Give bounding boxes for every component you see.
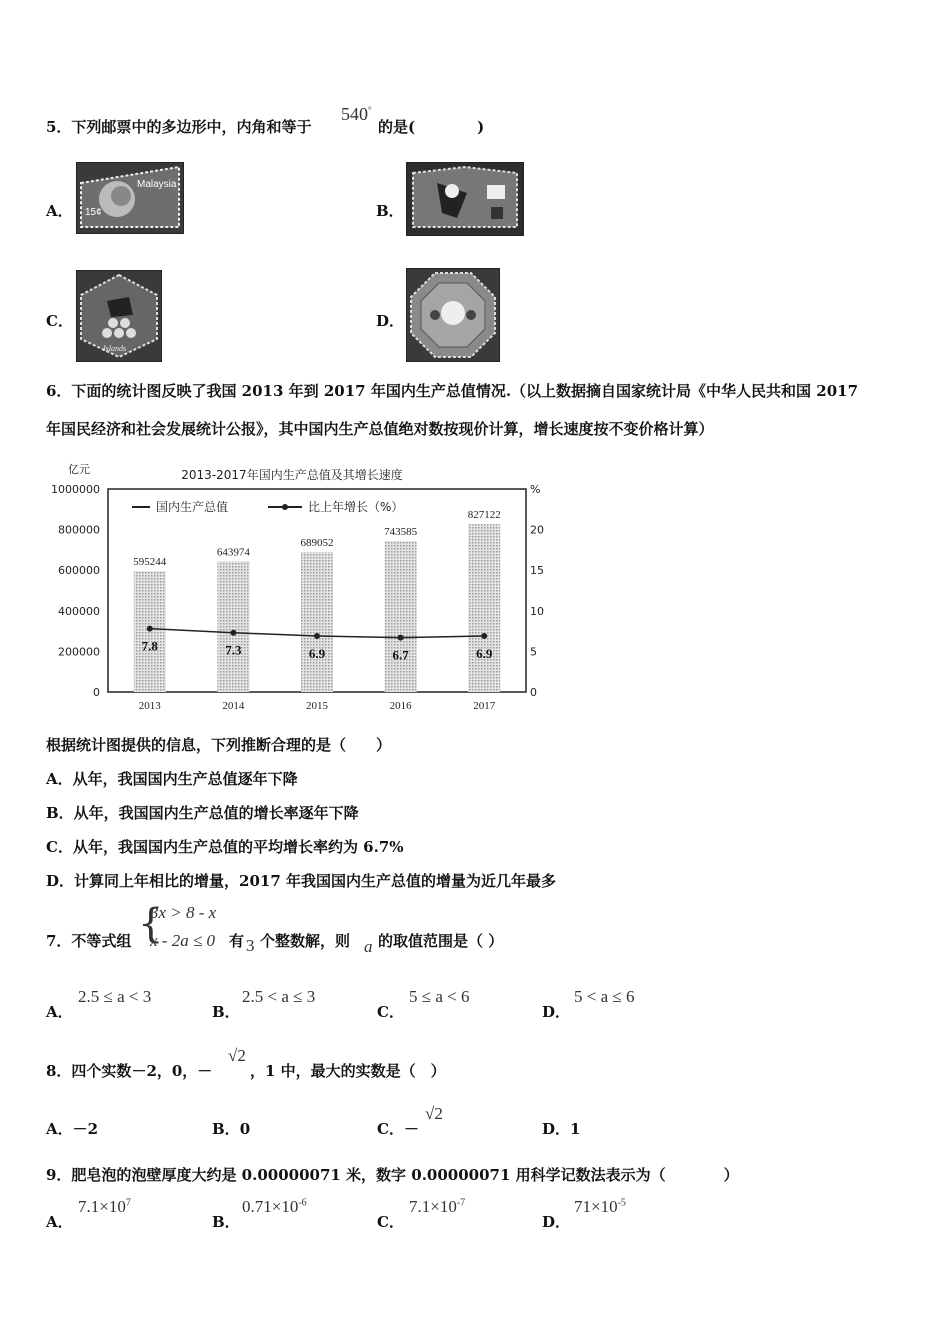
q9-option-d-label: D． xyxy=(542,1213,571,1231)
growth-rate-label: 7.8 xyxy=(141,638,158,654)
growth-rate-point xyxy=(481,633,487,639)
x-tick-label: 2013 xyxy=(138,700,161,712)
q7-option-c-math: 5 ≤ a < 6 xyxy=(409,987,470,1006)
growth-rate-label: 6.9 xyxy=(308,645,326,661)
right-tick-label: % xyxy=(530,483,541,496)
growth-rate-label: 6.7 xyxy=(392,647,409,663)
q7-suffix: 的取值范围是（ ） xyxy=(378,932,504,950)
stamp-b-image xyxy=(406,162,524,236)
q7-line2: x - 2a ≤ 0 xyxy=(150,931,216,950)
q7-mid1: 有 xyxy=(229,932,245,950)
q8-option-b: B．0 xyxy=(212,1120,251,1138)
q6-option-d: D．计算同上年相比的增量，2017 年我国国内生产总值的增量为近几年最多 xyxy=(46,872,556,890)
right-tick-label: 5 xyxy=(530,645,537,659)
stamp-c-text: Islands xyxy=(103,344,127,353)
q9-option-a-math: $7.1\times 10^7$ xyxy=(78,1197,131,1216)
gdp-bar xyxy=(301,552,333,692)
q7-prefix: 7．不等式组 xyxy=(46,932,132,950)
growth-rate-point xyxy=(314,633,320,639)
q9-option-a-label: A． xyxy=(46,1213,73,1231)
left-tick-label: 800000 xyxy=(58,523,100,537)
q7-option-b-math: 2.5 < a ≤ 3 xyxy=(242,987,316,1006)
q6-stem-line2: 年国民经济和社会发展统计公报》，其中国内生产总值绝对数按现价计算，增长速度按不变价格计算） xyxy=(46,420,714,438)
left-tick-label: 200000 xyxy=(58,645,100,659)
growth-rate-point xyxy=(398,635,404,641)
q6-stem-line1: 6．下面的统计图反映了我国 2013 年到 2017 年国内生产总值情况.（以上数据摘自国家统计局《中华人民共和国 2017 xyxy=(46,382,859,400)
q5-angle: 540° xyxy=(341,104,372,124)
right-tick-label: 20 xyxy=(530,523,544,537)
q7-option-b-label: B． xyxy=(212,1003,240,1021)
q6-option-a: A．从年，我国国内生产总值逐年下降 xyxy=(46,770,298,788)
q6-option-c: C．从年，我国国内生产总值的平均增长率约为 6.7% xyxy=(46,838,404,856)
q7-line1: 3x > 8 - x xyxy=(150,903,217,922)
left-tick-label: 600000 xyxy=(58,564,100,578)
q8-suffix: ，1 中，最大的实数是（ ） xyxy=(250,1062,446,1080)
growth-rate-point xyxy=(147,626,153,632)
q8-option-d: D．1 xyxy=(542,1120,581,1138)
growth-rate-label: 6.9 xyxy=(476,645,493,661)
q9-option-c-math: $7.1\times 10^{-7}$ xyxy=(409,1197,466,1216)
gdp-bar-value-label: 743585 xyxy=(384,526,418,539)
left-tick-label: 1000000 xyxy=(51,483,100,496)
q5-stem: 5．下列邮票中的多边形中，内角和等于 xyxy=(46,118,312,136)
legend-bar-label: 国内生产总值 xyxy=(156,500,229,514)
x-tick-label: 2017 xyxy=(473,700,496,712)
gdp-bar-value-label: 643974 xyxy=(216,546,250,559)
gdp-chart xyxy=(46,455,556,715)
left-tick-label: 400000 xyxy=(58,604,100,618)
right-tick-label: 0 xyxy=(530,686,537,699)
x-tick-label: 2014 xyxy=(222,700,245,712)
left-unit: 亿元 xyxy=(68,463,90,476)
q7-option-c-label: C． xyxy=(377,1003,404,1021)
x-tick-label: 2015 xyxy=(306,700,328,712)
gdp-chart-svg xyxy=(46,455,556,715)
q8-option-c: C．－ xyxy=(377,1120,419,1138)
left-tick-label: 0 xyxy=(93,686,100,699)
stamp-a-image xyxy=(76,162,184,234)
legend-line-marker xyxy=(282,504,288,510)
q9-option-b-math: $0.71\times 10^{-6}$ xyxy=(242,1197,307,1216)
right-tick-label: 15 xyxy=(530,564,544,578)
growth-rate-label: 7.3 xyxy=(225,642,242,658)
gdp-bar xyxy=(468,524,500,692)
gdp-bar-value-label: 689052 xyxy=(300,537,334,550)
q9-option-b-label: B． xyxy=(212,1213,240,1231)
q6-question: 根据统计图提供的信息，下列推断合理的是（ ） xyxy=(46,736,392,754)
q8-sqrt: √2 xyxy=(228,1046,246,1065)
q8-option-a: A．－2 xyxy=(46,1120,99,1138)
q5-option-a-label: A． xyxy=(46,202,73,220)
q7-option-d-label: D． xyxy=(542,1003,571,1021)
q7-brace: { xyxy=(138,901,164,947)
stamp-a-value: 15¢ xyxy=(85,207,102,218)
q7-mid2: 个整数解，则 xyxy=(260,932,351,950)
q7-var: a xyxy=(364,937,373,956)
stamp-c-image xyxy=(76,270,162,362)
growth-rate-point xyxy=(230,630,236,636)
q7-option-a-label: A． xyxy=(46,1003,73,1021)
q7-option-a-math: 2.5 ≤ a < 3 xyxy=(78,987,152,1006)
x-tick-label: 2016 xyxy=(389,700,412,712)
gdp-bar-value-label: 827122 xyxy=(467,509,501,522)
legend-line-label: 比上年增长（%） xyxy=(308,500,404,514)
chart-title: 2013-2017年国内生产总值及其增长速度 xyxy=(181,468,403,482)
q9-option-c-label: C． xyxy=(377,1213,404,1231)
q7-option-d-math: 5 < a ≤ 6 xyxy=(574,987,635,1006)
q7-count: 3 xyxy=(246,936,255,955)
stamp-d-image xyxy=(406,268,500,362)
q8-prefix: 8．四个实数－2，0，－ xyxy=(46,1062,213,1080)
q5-option-b-label: B． xyxy=(376,202,404,220)
q5-option-d-label: D． xyxy=(376,312,405,330)
gdp-bar xyxy=(217,561,249,692)
right-tick-label: 10 xyxy=(530,604,544,618)
gdp-bar xyxy=(385,541,417,692)
q5-option-c-label: C． xyxy=(46,312,73,330)
q6-option-b: B．从年，我国国内生产总值的增长率逐年下降 xyxy=(46,804,359,822)
q8-option-c-math: √2 xyxy=(425,1104,443,1123)
q9-option-d-math: $71\times 10^{-5}$ xyxy=(574,1197,626,1216)
q5-suffix: 的是( ) xyxy=(378,118,485,136)
stamp-a-text: Malaysia xyxy=(137,179,177,190)
gdp-bar-value-label: 595244 xyxy=(133,556,167,569)
q9-stem: 9．肥皂泡的泡壁厚度大约是 0.00000071 米，数字 0.00000071 用科学记数法表示为（ ） xyxy=(46,1166,739,1184)
